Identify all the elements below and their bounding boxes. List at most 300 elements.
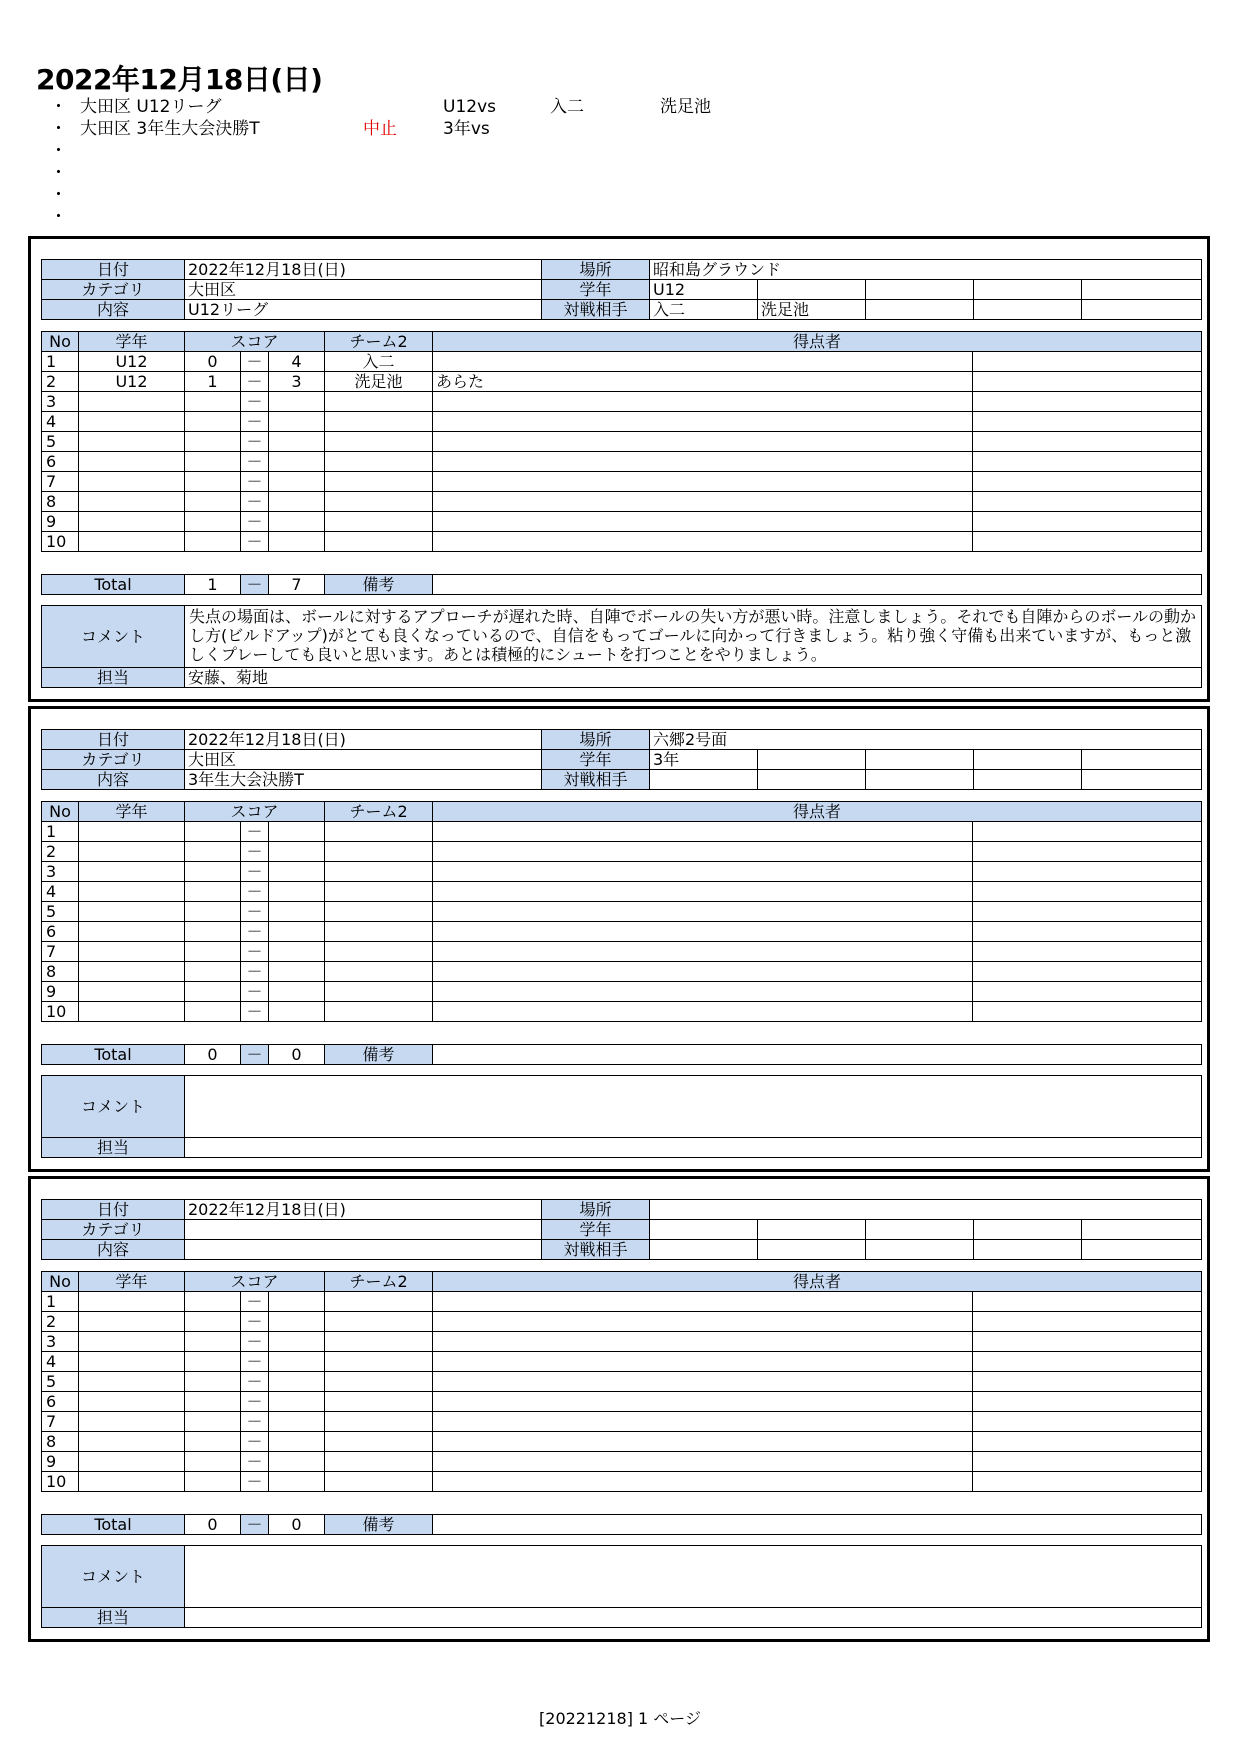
summary-row (50, 162, 850, 184)
grade-header: 学年 (79, 332, 185, 352)
score-row (42, 392, 1202, 412)
match-report-block (28, 706, 1210, 1172)
opponent-extra-cell (974, 770, 1082, 790)
row-scorer (433, 1312, 973, 1332)
row-number: 5 (42, 432, 79, 452)
score-row (42, 492, 1202, 512)
row-scorer-extra (973, 1292, 1202, 1312)
score-dash: － (241, 1332, 269, 1352)
row-score-away (269, 1412, 325, 1432)
score-header: スコア (185, 802, 325, 822)
row-score-home (185, 882, 241, 902)
comment-text (185, 1546, 1202, 1608)
row-number: 6 (42, 452, 79, 472)
opponent-extra-cell (1082, 300, 1202, 320)
row-score-away (269, 392, 325, 412)
row-team2 (325, 512, 433, 532)
comment-label: コメント (42, 1076, 185, 1138)
score-dash: － (241, 1292, 269, 1312)
row-team2 (325, 492, 433, 512)
staff-value (185, 1608, 1202, 1628)
summary-opponent: 入二 (550, 97, 584, 117)
schedule-summary (50, 96, 850, 228)
row-team2 (325, 1432, 433, 1452)
score-row (42, 1372, 1202, 1392)
score-row (42, 1002, 1202, 1022)
row-number: 7 (42, 1412, 79, 1432)
scorer-header: 得点者 (433, 802, 1202, 822)
summary-opponent: 洗足池 (660, 97, 711, 117)
row-score-home (185, 1472, 241, 1492)
row-scorer-extra (973, 862, 1202, 882)
total-score-home: 0 (185, 1045, 241, 1065)
row-scorer (433, 532, 973, 552)
date-label: 日付 (42, 730, 185, 750)
row-scorer (433, 1472, 973, 1492)
row-score-away (269, 882, 325, 902)
row-score-away (269, 942, 325, 962)
total-score-home: 1 (185, 575, 241, 595)
row-scorer-extra (973, 982, 1202, 1002)
opponent-value: 入二 (650, 300, 758, 320)
page-footer: [20221218] 1 ページ (539, 1709, 701, 1728)
row-team2 (325, 532, 433, 552)
row-number: 9 (42, 1452, 79, 1472)
date-value: 2022年12月18日(日) (185, 1200, 542, 1220)
row-grade (79, 1472, 185, 1492)
row-scorer (433, 1392, 973, 1412)
grade-header: 学年 (79, 1272, 185, 1292)
row-scorer-extra (973, 1312, 1202, 1332)
bullet: ・ (50, 163, 67, 183)
row-scorer (433, 1372, 973, 1392)
row-number: 6 (42, 1392, 79, 1412)
row-grade (79, 822, 185, 842)
row-score-home (185, 1372, 241, 1392)
row-score-away (269, 512, 325, 532)
row-score-away: 4 (269, 352, 325, 372)
row-scorer-extra (973, 1332, 1202, 1352)
score-row (42, 822, 1202, 842)
row-scorer (433, 822, 973, 842)
row-score-home (185, 902, 241, 922)
grade-value: 3年 (650, 750, 758, 770)
row-team2 (325, 452, 433, 472)
grade-extra-cell (1082, 750, 1202, 770)
row-grade (79, 1352, 185, 1372)
row-scorer (433, 902, 973, 922)
row-team2 (325, 1452, 433, 1472)
row-team2 (325, 1412, 433, 1432)
row-team2 (325, 1312, 433, 1332)
score-dash: － (241, 862, 269, 882)
staff-value (185, 1138, 1202, 1158)
row-number: 4 (42, 882, 79, 902)
row-team2 (325, 962, 433, 982)
place-value (650, 1200, 1202, 1220)
row-grade (79, 392, 185, 412)
row-team2 (325, 942, 433, 962)
score-row (42, 1392, 1202, 1412)
total-label: Total (42, 1515, 185, 1535)
row-scorer-extra (973, 492, 1202, 512)
row-team2 (325, 1292, 433, 1312)
summary-status: 中止 (363, 119, 397, 139)
category-label: カテゴリ (42, 750, 185, 770)
match-report-block (28, 1176, 1210, 1642)
score-header: スコア (185, 332, 325, 352)
opponent-label: 対戦相手 (542, 300, 650, 320)
opponent-value: 洗足池 (758, 300, 866, 320)
row-scorer-extra (973, 392, 1202, 412)
score-row (42, 412, 1202, 432)
bullet: ・ (50, 185, 67, 205)
row-scorer-extra (973, 432, 1202, 452)
row-scorer-extra (973, 942, 1202, 962)
row-grade (79, 432, 185, 452)
row-score-home (185, 1392, 241, 1412)
grade-extra-cell (1082, 280, 1202, 300)
score-row (42, 352, 1202, 372)
row-grade (79, 492, 185, 512)
row-scorer (433, 962, 973, 982)
content-value (185, 1240, 542, 1260)
total-table (41, 574, 1202, 595)
row-team2 (325, 842, 433, 862)
place-label: 場所 (542, 730, 650, 750)
row-number: 9 (42, 512, 79, 532)
row-score-away (269, 982, 325, 1002)
scorer-header: 得点者 (433, 332, 1202, 352)
row-scorer-extra (973, 1002, 1202, 1022)
grade-extra-cell (866, 280, 974, 300)
row-score-away (269, 862, 325, 882)
row-number: 1 (42, 352, 79, 372)
staff-label: 担当 (42, 1138, 185, 1158)
row-grade (79, 1452, 185, 1472)
summary-row (50, 206, 850, 228)
row-grade (79, 862, 185, 882)
row-team2 (325, 1472, 433, 1492)
row-scorer-extra (973, 882, 1202, 902)
row-team2 (325, 1332, 433, 1352)
score-dash: － (241, 822, 269, 842)
match-info-table (41, 1199, 1202, 1260)
score-table (41, 1271, 1202, 1492)
row-scorer-extra (973, 962, 1202, 982)
row-number: 1 (42, 822, 79, 842)
row-score-away (269, 1002, 325, 1022)
opponent-extra-cell (1082, 770, 1202, 790)
row-scorer (433, 352, 973, 372)
row-score-away (269, 1292, 325, 1312)
date-value: 2022年12月18日(日) (185, 260, 542, 280)
row-scorer (433, 452, 973, 472)
row-scorer (433, 472, 973, 492)
row-score-away (269, 922, 325, 942)
row-score-home (185, 1002, 241, 1022)
row-score-away (269, 452, 325, 472)
opponent-extra-cell (974, 300, 1082, 320)
score-dash: － (241, 472, 269, 492)
row-number: 4 (42, 1352, 79, 1372)
score-dash: － (241, 412, 269, 432)
score-row (42, 862, 1202, 882)
row-grade (79, 1312, 185, 1332)
row-scorer-extra (973, 1392, 1202, 1412)
row-number: 3 (42, 1332, 79, 1352)
row-scorer (433, 1432, 973, 1452)
row-score-home (185, 862, 241, 882)
grade-label: 学年 (542, 1220, 650, 1240)
score-dash: － (241, 392, 269, 412)
score-row (42, 942, 1202, 962)
row-number: 10 (42, 1002, 79, 1022)
row-grade (79, 1432, 185, 1452)
grade-label: 学年 (542, 750, 650, 770)
row-score-away (269, 1432, 325, 1452)
row-grade (79, 982, 185, 1002)
row-score-away (269, 472, 325, 492)
team2-header: チーム2 (325, 332, 433, 352)
grade-extra-cell (866, 1220, 974, 1240)
score-row (42, 472, 1202, 492)
content-value: U12リーグ (185, 300, 542, 320)
row-score-away (269, 492, 325, 512)
team2-header: チーム2 (325, 802, 433, 822)
summary-grade-vs: 3年vs (443, 119, 490, 139)
score-row (42, 842, 1202, 862)
row-number: 10 (42, 1472, 79, 1492)
score-dash: － (241, 1432, 269, 1452)
row-grade (79, 1372, 185, 1392)
row-number: 5 (42, 902, 79, 922)
row-score-away: 3 (269, 372, 325, 392)
score-dash: － (241, 1002, 269, 1022)
row-scorer (433, 982, 973, 1002)
row-number: 3 (42, 862, 79, 882)
row-team2 (325, 902, 433, 922)
opponent-extra-cell (866, 300, 974, 320)
row-scorer (433, 432, 973, 452)
row-score-home (185, 982, 241, 1002)
grade-header: 学年 (79, 802, 185, 822)
staff-label: 担当 (42, 668, 185, 688)
date-label: 日付 (42, 260, 185, 280)
team2-header: チーム2 (325, 1272, 433, 1292)
total-score-away: 7 (269, 575, 325, 595)
row-team2 (325, 922, 433, 942)
remarks-label: 備考 (325, 1515, 433, 1535)
row-team2: 入二 (325, 352, 433, 372)
row-scorer-extra (973, 372, 1202, 392)
score-dash: － (241, 432, 269, 452)
score-row (42, 432, 1202, 452)
place-label: 場所 (542, 260, 650, 280)
score-dash: － (241, 452, 269, 472)
date-label: 日付 (42, 1200, 185, 1220)
score-table (41, 331, 1202, 552)
opponent-extra-cell (866, 1240, 974, 1260)
grade-value: U12 (650, 280, 758, 300)
row-number: 7 (42, 472, 79, 492)
score-dash: － (241, 1472, 269, 1492)
row-team2: 洗足池 (325, 372, 433, 392)
row-grade (79, 472, 185, 492)
content-label: 内容 (42, 770, 185, 790)
row-score-home: 0 (185, 352, 241, 372)
row-grade (79, 1392, 185, 1412)
row-grade (79, 1412, 185, 1432)
row-grade (79, 532, 185, 552)
score-dash: － (241, 1312, 269, 1332)
row-team2 (325, 982, 433, 1002)
score-dash: － (241, 982, 269, 1002)
score-row (42, 452, 1202, 472)
score-dash: － (241, 1372, 269, 1392)
no-header: No (42, 1272, 79, 1292)
score-row (42, 512, 1202, 532)
score-row (42, 1412, 1202, 1432)
score-dash: － (241, 922, 269, 942)
remarks-label: 備考 (325, 1045, 433, 1065)
row-score-home (185, 1312, 241, 1332)
row-score-home (185, 1352, 241, 1372)
row-grade (79, 882, 185, 902)
score-dash: － (241, 352, 269, 372)
place-value: 六郷2号面 (650, 730, 1202, 750)
row-grade (79, 412, 185, 432)
total-dash: － (241, 575, 269, 595)
no-header: No (42, 802, 79, 822)
total-dash: － (241, 1515, 269, 1535)
total-table (41, 1044, 1202, 1065)
row-scorer-extra (973, 1372, 1202, 1392)
comment-label: コメント (42, 606, 185, 668)
comment-table (41, 1545, 1202, 1628)
content-label: 内容 (42, 300, 185, 320)
score-row (42, 1312, 1202, 1332)
grade-extra-cell (974, 750, 1082, 770)
row-score-away (269, 532, 325, 552)
bullet: ・ (50, 207, 67, 227)
total-label: Total (42, 1045, 185, 1065)
place-label: 場所 (542, 1200, 650, 1220)
row-score-home (185, 1432, 241, 1452)
category-label: カテゴリ (42, 280, 185, 300)
row-score-away (269, 1372, 325, 1392)
staff-label: 担当 (42, 1608, 185, 1628)
row-team2 (325, 392, 433, 412)
category-value: 大田区 (185, 750, 542, 770)
remarks-value (433, 575, 1202, 595)
summary-row (50, 118, 850, 140)
row-score-away (269, 962, 325, 982)
opponent-value (650, 770, 758, 790)
row-number: 6 (42, 922, 79, 942)
grade-extra-cell (758, 1220, 866, 1240)
row-score-home (185, 432, 241, 452)
row-scorer: あらた (433, 372, 973, 392)
place-value: 昭和島グラウンド (650, 260, 1202, 280)
score-dash: － (241, 882, 269, 902)
row-number: 3 (42, 392, 79, 412)
row-team2 (325, 1002, 433, 1022)
row-scorer (433, 512, 973, 532)
row-number: 10 (42, 532, 79, 552)
score-table (41, 801, 1202, 1022)
bullet: ・ (50, 141, 67, 161)
row-scorer (433, 1412, 973, 1432)
opponent-value (650, 1240, 758, 1260)
row-scorer-extra (973, 352, 1202, 372)
row-score-home (185, 472, 241, 492)
row-score-away (269, 1332, 325, 1352)
score-dash: － (241, 902, 269, 922)
row-scorer-extra (973, 842, 1202, 862)
opponent-extra-cell (1082, 1240, 1202, 1260)
total-table (41, 1514, 1202, 1535)
score-header: スコア (185, 1272, 325, 1292)
opponent-label: 対戦相手 (542, 770, 650, 790)
row-team2 (325, 1392, 433, 1412)
row-score-home (185, 492, 241, 512)
row-scorer-extra (973, 1412, 1202, 1432)
row-scorer (433, 942, 973, 962)
row-grade (79, 842, 185, 862)
row-grade: U12 (79, 352, 185, 372)
comment-label: コメント (42, 1546, 185, 1608)
date-value: 2022年12月18日(日) (185, 730, 542, 750)
summary-category: 大田区 3年生大会決勝T (80, 119, 260, 139)
row-scorer-extra (973, 902, 1202, 922)
summary-row (50, 96, 850, 118)
row-number: 4 (42, 412, 79, 432)
score-row (42, 1332, 1202, 1352)
row-score-away (269, 432, 325, 452)
score-dash: － (241, 512, 269, 532)
category-value (185, 1220, 542, 1240)
row-scorer (433, 1002, 973, 1022)
match-info-table (41, 259, 1202, 320)
category-label: カテゴリ (42, 1220, 185, 1240)
row-grade (79, 1292, 185, 1312)
row-number: 2 (42, 842, 79, 862)
score-row (42, 1432, 1202, 1452)
summary-row (50, 140, 850, 162)
score-row (42, 1292, 1202, 1312)
opponent-label: 対戦相手 (542, 1240, 650, 1260)
total-dash: － (241, 1045, 269, 1065)
grade-extra-cell (758, 280, 866, 300)
total-score-away: 0 (269, 1515, 325, 1535)
row-scorer (433, 882, 973, 902)
row-score-home (185, 1292, 241, 1312)
row-score-home (185, 532, 241, 552)
row-number: 8 (42, 1432, 79, 1452)
score-row (42, 922, 1202, 942)
score-row (42, 882, 1202, 902)
opponent-value (758, 770, 866, 790)
row-score-home (185, 942, 241, 962)
staff-value: 安藤、菊地 (185, 668, 1202, 688)
row-team2 (325, 862, 433, 882)
match-report-block (28, 236, 1210, 702)
row-number: 8 (42, 492, 79, 512)
row-scorer (433, 392, 973, 412)
row-grade (79, 512, 185, 532)
score-row (42, 1452, 1202, 1472)
